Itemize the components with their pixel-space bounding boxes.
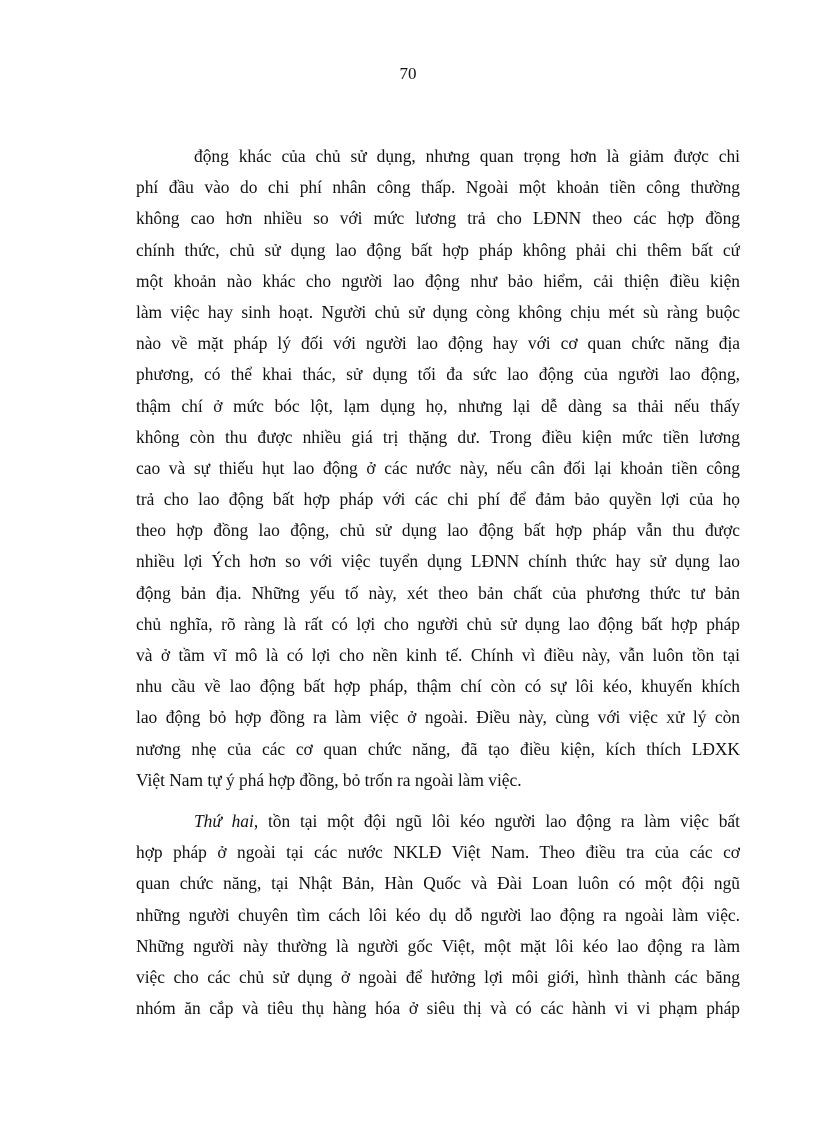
paragraph-1 — [136, 141, 740, 796]
paragraph-first-line-text: , tồn tại một đội ngũ lôi kéo người lao động ra làm việc bất — [253, 810, 740, 831]
paragraph-line: Những người này thường là người gốc Việt, một mặt lôi kéo lao động ra làm — [136, 935, 740, 956]
paragraph-line: nhóm ăn cắp và tiêu thụ hàng hóa ở siêu thị và có các hành vi vi phạm pháp — [136, 998, 740, 1019]
paragraph-line: Việt Nam tự ý phá hợp đồng, bỏ trốn ra ngoài làm việc. — [136, 769, 522, 790]
paragraph-lead-italic: Thứ hai — [194, 810, 254, 831]
paragraph-line: không cao hơn nhiều so với mức lương trả cho LĐNN theo các hợp đồng — [136, 208, 740, 229]
paragraph-line: phí đầu vào do chi phí nhân công thấp. Ngoài một khoản tiền công thường — [136, 177, 740, 198]
paragraph-line: nào về mặt pháp lý đối với người lao động hay với cơ quan chức năng địa — [136, 333, 740, 354]
paragraph-spacer — [136, 796, 740, 806]
paragraph-line: thậm chí ở mức bóc lột, lạm dụng họ, nhưng lại dễ dàng sa thải nếu thấy — [136, 395, 740, 416]
paragraph-2 — [136, 806, 740, 1024]
paragraph-line: hợp pháp ở ngoài tại các nước NKLĐ Việt Nam. Theo điều tra của các cơ — [136, 842, 740, 863]
paragraph-line: một khoản nào khác cho người lao động như bảo hiểm, cải thiện điều kiện — [136, 270, 740, 291]
paragraph-line: trả cho lao động bất hợp pháp với các chi phí để đảm bảo quyền lợi của họ — [136, 489, 740, 510]
paragraph-line: việc cho các chủ sử dụng ở ngoài để hưởng lợi môi giới, hình thành các băng — [136, 966, 740, 987]
page-number: 70 — [399, 64, 417, 83]
paragraph-line: động bản địa. Những yếu tố này, xét theo bản chất của phương thức tư bản — [136, 582, 740, 603]
paragraph-first-line — [136, 806, 740, 837]
paragraph-line: động khác của chủ sử dụng, nhưng quan trọng hơn là giảm được chi — [194, 146, 740, 166]
paragraph-line: nương nhẹ của các cơ quan chức năng, đã tạo điều kiện, kích thích LĐXK — [136, 738, 740, 759]
paragraph-line: chính thức, chủ sử dụng lao động bất hợp pháp không phải chi thêm bất cứ — [136, 239, 740, 260]
document-body — [136, 141, 740, 1024]
paragraph-line: nhiều lợi Ých hơn so với việc tuyển dụng LĐNN chính thức hay sử dụng lao — [136, 551, 740, 572]
paragraph-line: quan chức năng, tại Nhật Bản, Hàn Quốc và Đài Loan luôn có một đội ngũ — [136, 873, 740, 894]
paragraph-line: chủ nghĩa, rõ ràng là rất có lợi cho người chủ sử dụng lao động bất hợp pháp — [136, 613, 740, 634]
paragraph-line: phương, có thể khai thác, sử dụng tối đa sức lao động của người lao động, — [136, 364, 740, 385]
paragraph-line: theo hợp đồng lao động, chủ sử dụng lao động bất hợp pháp vẫn thu được — [136, 520, 740, 541]
paragraph-line: làm việc hay sinh hoạt. Người chủ sử dụng còng không chịu mét sù ràng buộc — [136, 301, 740, 322]
paragraph-line: cao và sự thiếu hụt lao động ở các nước này, nếu cân đối lại khoản tiền công — [136, 457, 740, 478]
paragraph-line: lao động bỏ hợp đồng ra làm việc ở ngoài. Điều này, cùng với việc xử lý còn — [136, 707, 740, 728]
paragraph-line: và ở tầm vĩ mô là có lợi cho nền kinh tế. Chính vì điều này, vẫn luôn tồn tại — [136, 645, 740, 665]
paragraph-line: nhu cầu về lao động bất hợp pháp, thậm chí còn có sự lôi kéo, khuyến khích — [136, 676, 740, 697]
paragraph-line: những người chuyên tìm cách lôi kéo dụ dỗ người lao động ra ngoài làm việc. — [136, 904, 740, 925]
paragraph-line: không còn thu được nhiều giá trị thặng dư. Trong điều kiện mức tiền lương — [136, 426, 740, 447]
